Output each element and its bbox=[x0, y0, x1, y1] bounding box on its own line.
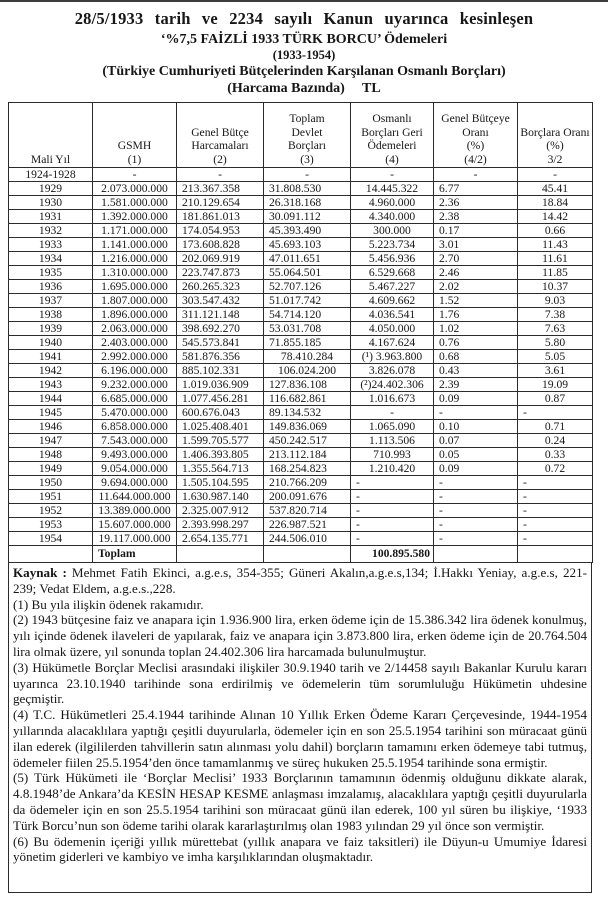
table-cell: 1.630.987.140 bbox=[177, 490, 264, 504]
table-cell: 54.714.120 bbox=[264, 308, 351, 322]
table-cell: - bbox=[434, 504, 518, 518]
table-row bbox=[9, 532, 593, 546]
table-cell: 78.410.284 bbox=[264, 350, 351, 364]
table-cell: 2.36 bbox=[434, 196, 518, 210]
table-cell: - bbox=[177, 168, 264, 182]
source-text: Mehmet Fatih Ekinci, a.g.e.s, 354-355; Güneri Akalın,a.g.e.s,134; İ.Hakkı Yeniay, a.g.e.s, 221-239; Vedat Eldem, a.g.e.s.,228. bbox=[13, 565, 588, 596]
table-cell: 26.318.168 bbox=[264, 196, 351, 210]
table-cell: 1.52 bbox=[434, 294, 518, 308]
table-cell: 1954 bbox=[9, 532, 93, 546]
table-cell: 168.254.823 bbox=[264, 462, 351, 476]
table-cell: 885.102.331 bbox=[177, 364, 264, 378]
table-cell: 2.02 bbox=[434, 280, 518, 294]
table-header-cell-osmanli-borclari-geri-odemeleri bbox=[351, 103, 434, 168]
table-cell: 45.693.103 bbox=[264, 238, 351, 252]
footnote: (3) Hükümetle Borçlar Meclisi arasındaki ilişkiler 30.9.1940 tarih ve 2/14458 sayılı Bakanlar Kurulu kararı uyarınca 23.10.1940 tarihinde sona erdirilmiş ve ödemelerin tüm sorumluluğu Hükümetin uhdesine geçmiştir. bbox=[13, 659, 587, 707]
header-line: Genel Bütçe bbox=[191, 125, 249, 139]
table-cell: Toplam bbox=[93, 546, 177, 563]
table-cell: 2.654.135.771 bbox=[177, 532, 264, 546]
table-cell: 52.707.126 bbox=[264, 280, 351, 294]
table-cell: 1.025.408.401 bbox=[177, 420, 264, 434]
table-cell: 149.836.069 bbox=[264, 420, 351, 434]
footnote: (5) Türk Hükümeti ile ‘Borçlar Meclisi’ 1933 Borçlarının tamamının ödenmiş olduğunu dikkate alarak, 4.8.1948’de Ankara’da KESİN HESAP KESME anlaşması imzalamış, alacaklılara yaptığı çeşitli duyurularla da ödemeler için en son 25.5.1954 tarihini son müracaat günü ilan ederek, 100 yıl süren bu ilişkiye, ‘1933 Türk Borcu’nun son ödeme tarihi olarak kararlaştırılmış olan 1983 yılından 29 yıl önce son vermiştir. bbox=[13, 770, 587, 833]
table-total-row bbox=[9, 546, 593, 563]
table-cell: 127.836.108 bbox=[264, 378, 351, 392]
table-cell: 311.121.148 bbox=[177, 308, 264, 322]
table-cell: - bbox=[434, 532, 518, 546]
table-cell: 7.38 bbox=[518, 308, 593, 322]
table-cell: 71.855.185 bbox=[264, 336, 351, 350]
table-cell: 0.43 bbox=[434, 364, 518, 378]
table-cell: 3.826.078 bbox=[351, 364, 434, 378]
table-cell: 5.456.936 bbox=[351, 252, 434, 266]
table-cell: 537.820.714 bbox=[264, 504, 351, 518]
table-row bbox=[9, 364, 593, 378]
table-cell: 5.223.734 bbox=[351, 238, 434, 252]
table-cell: 0.71 bbox=[518, 420, 593, 434]
table-cell: 210.766.209 bbox=[264, 476, 351, 490]
table-cell: 4.609.662 bbox=[351, 294, 434, 308]
table-cell: 450.242.517 bbox=[264, 434, 351, 448]
table-cell: 9.694.000.000 bbox=[93, 476, 177, 490]
table-cell: 213.367.358 bbox=[177, 182, 264, 196]
table-cell: 0.68 bbox=[434, 350, 518, 364]
header-line: 3/2 bbox=[547, 152, 563, 166]
table-cell: 1.02 bbox=[434, 322, 518, 336]
table-cell: 100.895.580 bbox=[351, 546, 434, 563]
table-cell: 1953 bbox=[9, 518, 93, 532]
table-cell: 1944 bbox=[9, 392, 93, 406]
source-label: Kaynak : bbox=[13, 565, 67, 580]
table-cell: 106.024.200 bbox=[264, 364, 351, 378]
table-cell: 51.017.742 bbox=[264, 294, 351, 308]
title-line-debt-name: ‘%7,5 FAİZLİ 1933 TÜRK BORCU’ Ödemeleri bbox=[160, 32, 448, 47]
table-cell: 19.09 bbox=[518, 378, 593, 392]
table-cell: (¹) 3.963.800 bbox=[351, 350, 434, 364]
table-cell: 0.07 bbox=[434, 434, 518, 448]
table-cell: - bbox=[434, 490, 518, 504]
table-cell: 6.685.000.000 bbox=[93, 392, 177, 406]
table-cell: - bbox=[264, 168, 351, 182]
table-row bbox=[9, 476, 593, 490]
table-cell: 1.76 bbox=[434, 308, 518, 322]
table-cell: 9.493.000.000 bbox=[93, 448, 177, 462]
table-cell: 1.695.000.000 bbox=[93, 280, 177, 294]
footnote: (1) Bu yıla ilişkin ödenek rakamıdır. bbox=[13, 596, 204, 612]
table-row bbox=[9, 434, 593, 448]
table-cell: - bbox=[518, 532, 593, 546]
table-cell: 45.41 bbox=[518, 182, 593, 196]
table-cell: 223.747.873 bbox=[177, 266, 264, 280]
table-cell: 260.265.323 bbox=[177, 280, 264, 294]
table-cell: - bbox=[351, 490, 434, 504]
header-line: (4/2) bbox=[464, 152, 487, 166]
table-header-cell-gsmh bbox=[93, 103, 177, 168]
table-cell: 1.141.000.000 bbox=[93, 238, 177, 252]
table-cell: 1.019.036.909 bbox=[177, 378, 264, 392]
header-line: Ödemeleri bbox=[367, 139, 417, 152]
table-cell: 11.644.000.000 bbox=[93, 490, 177, 504]
footnote: (2) 1943 bütçesine faiz ve anapara için 1.936.900 lira, erken ödeme için de 15.386.342 lira ödenek konulmuş, yılı içinde ödenek ilaveleri de yapılarak, faiz ve anapara için 3.873.800 lira, erken ödeme için de 20.764.504 lira olmak üzere, yıl sonunda toplan 24.402.306 lira harcamada bulunulmuştur. bbox=[13, 612, 587, 659]
table-cell: 1945 bbox=[9, 406, 93, 420]
table-cell: 6.858.000.000 bbox=[93, 420, 177, 434]
table-cell: 3.61 bbox=[518, 364, 593, 378]
table-cell: (²)24.402.306 bbox=[351, 378, 434, 392]
table-cell: - bbox=[518, 490, 593, 504]
table-cell: 0.66 bbox=[518, 224, 593, 238]
table-cell: 15.607.000.000 bbox=[93, 518, 177, 532]
table-header-cell-mali-yil bbox=[9, 103, 93, 168]
table-cell: 11.85 bbox=[518, 266, 593, 280]
table-cell: 303.547.432 bbox=[177, 294, 264, 308]
table-cell: 1936 bbox=[9, 280, 93, 294]
table-cell: 0.09 bbox=[434, 462, 518, 476]
header-line: Borçları Geri bbox=[361, 125, 423, 139]
table-row bbox=[9, 224, 593, 238]
table-cell: 3.01 bbox=[434, 238, 518, 252]
table-cell: - bbox=[351, 406, 434, 420]
table-cell: - bbox=[351, 518, 434, 532]
table-cell: 1939 bbox=[9, 322, 93, 336]
table-cell: 1937 bbox=[9, 294, 93, 308]
notes-box bbox=[8, 563, 592, 893]
table-cell: 1952 bbox=[9, 504, 93, 518]
table-cell: 1949 bbox=[9, 462, 93, 476]
table-cell: 1.355.564.713 bbox=[177, 462, 264, 476]
table-cell: 174.054.953 bbox=[177, 224, 264, 238]
table-row bbox=[9, 252, 593, 266]
table-row bbox=[9, 294, 593, 308]
header-line: Borçlara Oranı bbox=[520, 125, 590, 139]
table-cell: 1942 bbox=[9, 364, 93, 378]
table-cell: 213.112.184 bbox=[264, 448, 351, 462]
table-cell: 1950 bbox=[9, 476, 93, 490]
table-cell: 0.24 bbox=[518, 434, 593, 448]
table-cell: 1.310.000.000 bbox=[93, 266, 177, 280]
table-cell: 4.167.624 bbox=[351, 336, 434, 350]
table-cell: 11.43 bbox=[518, 238, 593, 252]
table-row bbox=[9, 350, 593, 364]
table-cell: - bbox=[351, 168, 434, 182]
table-cell: 1930 bbox=[9, 196, 93, 210]
table-row bbox=[9, 406, 593, 420]
table-cell: 2.073.000.000 bbox=[93, 182, 177, 196]
table-cell: 4.050.000 bbox=[351, 322, 434, 336]
table-cell: 1.505.104.595 bbox=[177, 476, 264, 490]
table-cell: 1.216.000.000 bbox=[93, 252, 177, 266]
table-row bbox=[9, 448, 593, 462]
table-cell: - bbox=[93, 168, 177, 182]
table-cell: 45.393.490 bbox=[264, 224, 351, 238]
table-cell: 1.171.000.000 bbox=[93, 224, 177, 238]
table-cell: - bbox=[351, 504, 434, 518]
table-cell: 1938 bbox=[9, 308, 93, 322]
table-cell: 1.406.393.805 bbox=[177, 448, 264, 462]
header-line: (1) bbox=[127, 152, 142, 166]
table-cell: 2.38 bbox=[434, 210, 518, 224]
header-line: Mali Yıl bbox=[30, 152, 71, 166]
table-cell: 4.340.000 bbox=[351, 210, 434, 224]
title-line-subtitle: (Türkiye Cumhuriyeti Bütçelerinden Karşılanan Osmanlı Borçları) bbox=[102, 64, 506, 79]
table-row bbox=[9, 518, 593, 532]
table-row bbox=[9, 336, 593, 350]
document-title bbox=[0, 0, 608, 97]
source-line bbox=[13, 565, 587, 597]
header-line: Osmanlı bbox=[372, 112, 412, 125]
table-cell: 1924-1928 bbox=[9, 168, 93, 182]
table-row bbox=[9, 462, 593, 476]
table-cell: 2.39 bbox=[434, 378, 518, 392]
table-row bbox=[9, 504, 593, 518]
table-cell: 116.682.861 bbox=[264, 392, 351, 406]
table-cell: 0.76 bbox=[434, 336, 518, 350]
table-cell: - bbox=[518, 406, 593, 420]
table-cell: 581.876.356 bbox=[177, 350, 264, 364]
header-line: Genel Bütçeye bbox=[441, 112, 510, 125]
header-line: (4) bbox=[385, 152, 399, 166]
table-cell: 1931 bbox=[9, 210, 93, 224]
table-cell: 244.506.010 bbox=[264, 532, 351, 546]
table-cell: 1929 bbox=[9, 182, 93, 196]
table-header-cell-genel-butce-harcamalari bbox=[177, 103, 264, 168]
table-cell: 13.389.000.000 bbox=[93, 504, 177, 518]
header-line: GSMH bbox=[117, 139, 152, 152]
table-cell: 5.05 bbox=[518, 350, 593, 364]
table-cell: 89.134.532 bbox=[264, 406, 351, 420]
table-cell: 4.960.000 bbox=[351, 196, 434, 210]
table-header-row bbox=[9, 103, 593, 168]
table-cell bbox=[264, 546, 351, 563]
table-cell: 11.61 bbox=[518, 252, 593, 266]
table-row bbox=[9, 196, 593, 210]
table-cell: - bbox=[518, 518, 593, 532]
table-cell: 226.987.521 bbox=[264, 518, 351, 532]
table-cell: 1.807.000.000 bbox=[93, 294, 177, 308]
table-cell: 2.70 bbox=[434, 252, 518, 266]
table-row bbox=[9, 420, 593, 434]
title-line-law: 28/5/1933 tarih ve 2234 sayılı Kanun uyarınca kesinleşen bbox=[74, 9, 534, 28]
table-cell: 53.031.708 bbox=[264, 322, 351, 336]
table-cell bbox=[9, 546, 93, 563]
table-cell: - bbox=[518, 168, 593, 182]
table-cell: 9.232.000.000 bbox=[93, 378, 177, 392]
header-line: (%) bbox=[546, 139, 564, 152]
table-cell: 6.196.000.000 bbox=[93, 364, 177, 378]
table-header bbox=[9, 103, 593, 168]
table-cell: 1940 bbox=[9, 336, 93, 350]
table-cell: 1.210.420 bbox=[351, 462, 434, 476]
table-cell: 0.05 bbox=[434, 448, 518, 462]
table-cell: 2.393.998.297 bbox=[177, 518, 264, 532]
table-cell: 545.573.841 bbox=[177, 336, 264, 350]
table-row bbox=[9, 266, 593, 280]
table-cell: 2.992.000.000 bbox=[93, 350, 177, 364]
footnote: (4) T.C. Hükümetleri 25.4.1944 tarihinde Alınan 10 Yıllık Erken Ödeme Kararı Çerçevesinde, 1944-1954 yıllarında alacaklılara yaptığı çeşitli duyurularla, ödemeler için en son 25.5.1954 tarihini son müracaat günü ilan ederek (ilgililerden tahvillerin satın alınması yolu dahil) borçların tamamını erken ödemeye tabi tutmuş, ödemeler fiilen 25.5.1954’den önce tamamlanmış ve süreç hukuken 25.5.1954 tarihinde sona ermiştir. bbox=[13, 707, 587, 770]
table-cell: - bbox=[434, 168, 518, 182]
table-cell: - bbox=[351, 532, 434, 546]
table-cell: 1941 bbox=[9, 350, 93, 364]
table-cell: 173.608.828 bbox=[177, 238, 264, 252]
table-cell: 7.63 bbox=[518, 322, 593, 336]
table-cell: 6.529.668 bbox=[351, 266, 434, 280]
header-line: (3) bbox=[300, 152, 314, 166]
title-line-basis-unit: (Harcama Bazında) TL bbox=[227, 81, 381, 96]
table-cell: 1946 bbox=[9, 420, 93, 434]
table-cell: 0.33 bbox=[518, 448, 593, 462]
table-row bbox=[9, 182, 593, 196]
table-cell: - bbox=[434, 476, 518, 490]
table-cell: 2.063.000.000 bbox=[93, 322, 177, 336]
table-cell: 47.011.651 bbox=[264, 252, 351, 266]
table-cell: - bbox=[434, 406, 518, 420]
table-row bbox=[9, 322, 593, 336]
footnote: (6) Bu ödemenin içeriği yıllık mürettebat (yıllık anapara ve faiz taksitleri) ile Düyun-u Umumiye İdaresi yönetim giderleri ve kambiyo ve imha karşılıklarından oluşmaktadır. bbox=[13, 833, 587, 865]
table-row bbox=[9, 308, 593, 322]
header-line: Borçları bbox=[288, 139, 326, 152]
table-cell: 1.065.090 bbox=[351, 420, 434, 434]
table-row bbox=[9, 378, 593, 392]
table-cell: - bbox=[518, 476, 593, 490]
table-cell: 1.896.000.000 bbox=[93, 308, 177, 322]
table-body bbox=[9, 168, 593, 563]
table-cell: 0.17 bbox=[434, 224, 518, 238]
table-cell: 710.993 bbox=[351, 448, 434, 462]
header-line: Harcamaları bbox=[191, 139, 249, 152]
table-header-cell-borclara-orani bbox=[518, 103, 593, 168]
table-cell: 1.599.705.577 bbox=[177, 434, 264, 448]
table-cell: 200.091.676 bbox=[264, 490, 351, 504]
table-row bbox=[9, 210, 593, 224]
table-cell: 6.77 bbox=[434, 182, 518, 196]
header-line: (2) bbox=[213, 152, 227, 166]
table-cell: 14.445.322 bbox=[351, 182, 434, 196]
table-cell: 1.016.673 bbox=[351, 392, 434, 406]
table-cell: - bbox=[351, 476, 434, 490]
scan-artifact-top-edge bbox=[0, 0, 608, 2]
table-row bbox=[9, 168, 593, 182]
table-cell: 4.036.541 bbox=[351, 308, 434, 322]
footnotes bbox=[13, 597, 587, 866]
table-header-cell-toplam-devlet-borclari bbox=[264, 103, 351, 168]
table-cell: 1932 bbox=[9, 224, 93, 238]
table-cell: 181.861.013 bbox=[177, 210, 264, 224]
table-cell bbox=[518, 546, 593, 563]
table-cell: 5.470.000.000 bbox=[93, 406, 177, 420]
table-row bbox=[9, 238, 593, 252]
table-cell: 1948 bbox=[9, 448, 93, 462]
header-line: (%) bbox=[466, 139, 485, 152]
table-cell: 0.72 bbox=[518, 462, 593, 476]
table-cell: 1.581.000.000 bbox=[93, 196, 177, 210]
title-line-period: (1933-1954) bbox=[272, 48, 336, 62]
table-cell: 210.129.654 bbox=[177, 196, 264, 210]
table-cell: 14.42 bbox=[518, 210, 593, 224]
debt-payments-table bbox=[8, 102, 593, 563]
table-cell: 5.467.227 bbox=[351, 280, 434, 294]
table-cell: 202.069.919 bbox=[177, 252, 264, 266]
table-header-cell-genel-butceye-orani bbox=[434, 103, 518, 168]
table-cell: 0.87 bbox=[518, 392, 593, 406]
table-row bbox=[9, 392, 593, 406]
table-cell bbox=[177, 546, 264, 563]
table-cell: 0.10 bbox=[434, 420, 518, 434]
table-cell: 1.113.506 bbox=[351, 434, 434, 448]
header-line: Oranı bbox=[462, 125, 489, 139]
table-cell: 1951 bbox=[9, 490, 93, 504]
table-cell: 300.000 bbox=[351, 224, 434, 238]
table-row bbox=[9, 280, 593, 294]
table-cell bbox=[434, 546, 518, 563]
table-cell: 1947 bbox=[9, 434, 93, 448]
table-cell: - bbox=[434, 518, 518, 532]
table-cell: - bbox=[518, 504, 593, 518]
table-cell: 9.054.000.000 bbox=[93, 462, 177, 476]
table-cell: 2.46 bbox=[434, 266, 518, 280]
table-cell: 1934 bbox=[9, 252, 93, 266]
table-cell: 30.091.112 bbox=[264, 210, 351, 224]
table-cell: 600.676.043 bbox=[177, 406, 264, 420]
table-cell: 1.392.000.000 bbox=[93, 210, 177, 224]
table-cell: 1935 bbox=[9, 266, 93, 280]
table-cell: 1943 bbox=[9, 378, 93, 392]
table-cell: 55.064.501 bbox=[264, 266, 351, 280]
table-cell: 10.37 bbox=[518, 280, 593, 294]
header-line: Toplam bbox=[289, 112, 325, 125]
header-line: Devlet bbox=[291, 125, 323, 139]
table-cell: 18.84 bbox=[518, 196, 593, 210]
table-cell: 7.543.000.000 bbox=[93, 434, 177, 448]
table-cell: 398.692.270 bbox=[177, 322, 264, 336]
table-row bbox=[9, 490, 593, 504]
table-cell: 9.03 bbox=[518, 294, 593, 308]
table-cell: 0.09 bbox=[434, 392, 518, 406]
table-cell: 1933 bbox=[9, 238, 93, 252]
table-cell: 19.117.000.000 bbox=[93, 532, 177, 546]
table-cell: 2.403.000.000 bbox=[93, 336, 177, 350]
table-cell: 2.325.007.912 bbox=[177, 504, 264, 518]
table-cell: 1.077.456.281 bbox=[177, 392, 264, 406]
table-cell: 5.80 bbox=[518, 336, 593, 350]
table-cell: 31.808.530 bbox=[264, 182, 351, 196]
